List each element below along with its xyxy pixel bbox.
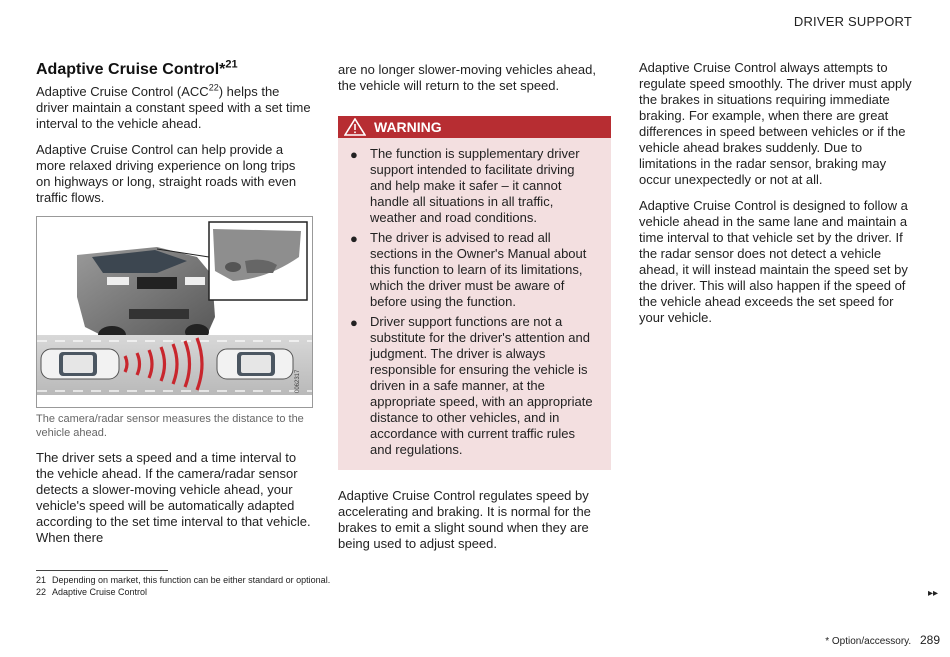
next-page-arrows-icon[interactable]: ▸▸ <box>927 588 938 599</box>
column-3 <box>639 60 915 336</box>
option-note: * Option/accessory. <box>825 636 912 647</box>
warning-box <box>338 116 611 470</box>
warning-item: ● Driver support functions are not a substitute for the driver's attention and judgment. The driver is always responsible for ensuring the vehicle is driven in a safe manner, at the appropriate speed, with an appropriate distance to other vehicles, and in accordance with current traffic rules and regulations. <box>350 314 593 457</box>
own-car-top-view <box>41 349 119 379</box>
regulation-paragraph: Adaptive Cruise Control regulates speed by accelerating and braking. It is normal for the brakes to emit a slight sound when they are being used to adjust speed. <box>338 488 591 551</box>
warning-item: ● The driver is advised to read all sections in the Owner's Manual about this function to learn of its limitations, which the driver must be aware of before using the function. <box>350 230 587 309</box>
warning-title: WARNING <box>374 119 442 135</box>
section-header: DRIVER SUPPORT <box>793 14 912 29</box>
warning-triangle-icon <box>344 118 366 136</box>
page-title: Adaptive Cruise Control*$^{21}$ <box>36 58 238 78</box>
footnote: 21 Depending on market, this function can be either standard or optional. <box>36 575 331 585</box>
smooth-regulation-paragraph: Adaptive Cruise Control always attempts to regulate speed smoothly. The driver must apply the brakes in situations requiring immediate braking. For example, when there are great differences in speed between vehicles or if the vehicle ahead brakes suddenly. Due to limitations in the radar sensor, braking may occur unexpectedly or not at all. <box>639 60 912 187</box>
footnote: 22 Adaptive Cruise Control <box>36 587 148 597</box>
car-radar-illustration <box>37 217 312 407</box>
benefit-paragraph: Adaptive Cruise Control can help provide a more relaxed driving experience on long trips on highways or long, straight roads with even traffic flows. <box>36 142 297 205</box>
page-number: 289 <box>919 633 940 647</box>
follow-vehicle-paragraph: Adaptive Cruise Control is designed to follow a vehicle ahead in the same lane and maintain a time interval to that vehicle set by the driver. If the radar sensor does not detect a vehicle ahead, it will instead maintain the speed set by the driver. This will also happen if the speed of the vehicle ahead exceeds the set speed for your vehicle. <box>639 198 908 325</box>
warning-item: ● The function is supplementary driver support intended to facilitate driving and help make it safer – it cannot handle all situations in all traffic, weather and road conditions. <box>350 146 580 225</box>
intro-paragraph: Adaptive Cruise Control (ACC$^{22}$) helps the driver maintain a constant speed with a set time interval to the vehicle ahead. <box>36 82 311 131</box>
figure-id: 0062317 <box>295 369 301 393</box>
column-2 <box>338 62 611 562</box>
column-1 <box>36 60 312 556</box>
speed-interval-paragraph: The driver sets a speed and a time interval to the vehicle ahead. If the camera/radar sensor detects a slower-moving vehicle ahead, your vehicle's speed will be automatically adapted according to the set time interval to that vehicle. When there <box>36 450 311 545</box>
warning-list <box>338 138 611 470</box>
figure-caption: The camera/radar sensor measures the distance to the vehicle ahead. <box>36 413 304 439</box>
warning-header <box>338 116 611 138</box>
suv-perspective <box>77 247 215 344</box>
vehicle-ahead-top-view <box>217 349 293 379</box>
page-footer <box>825 633 940 647</box>
footnote-divider <box>36 570 168 571</box>
acc-illustration <box>36 216 313 408</box>
continued-paragraph: are no longer slower-moving vehicles ahead, the vehicle will return to the set speed. <box>338 62 596 93</box>
footnotes <box>36 574 330 598</box>
